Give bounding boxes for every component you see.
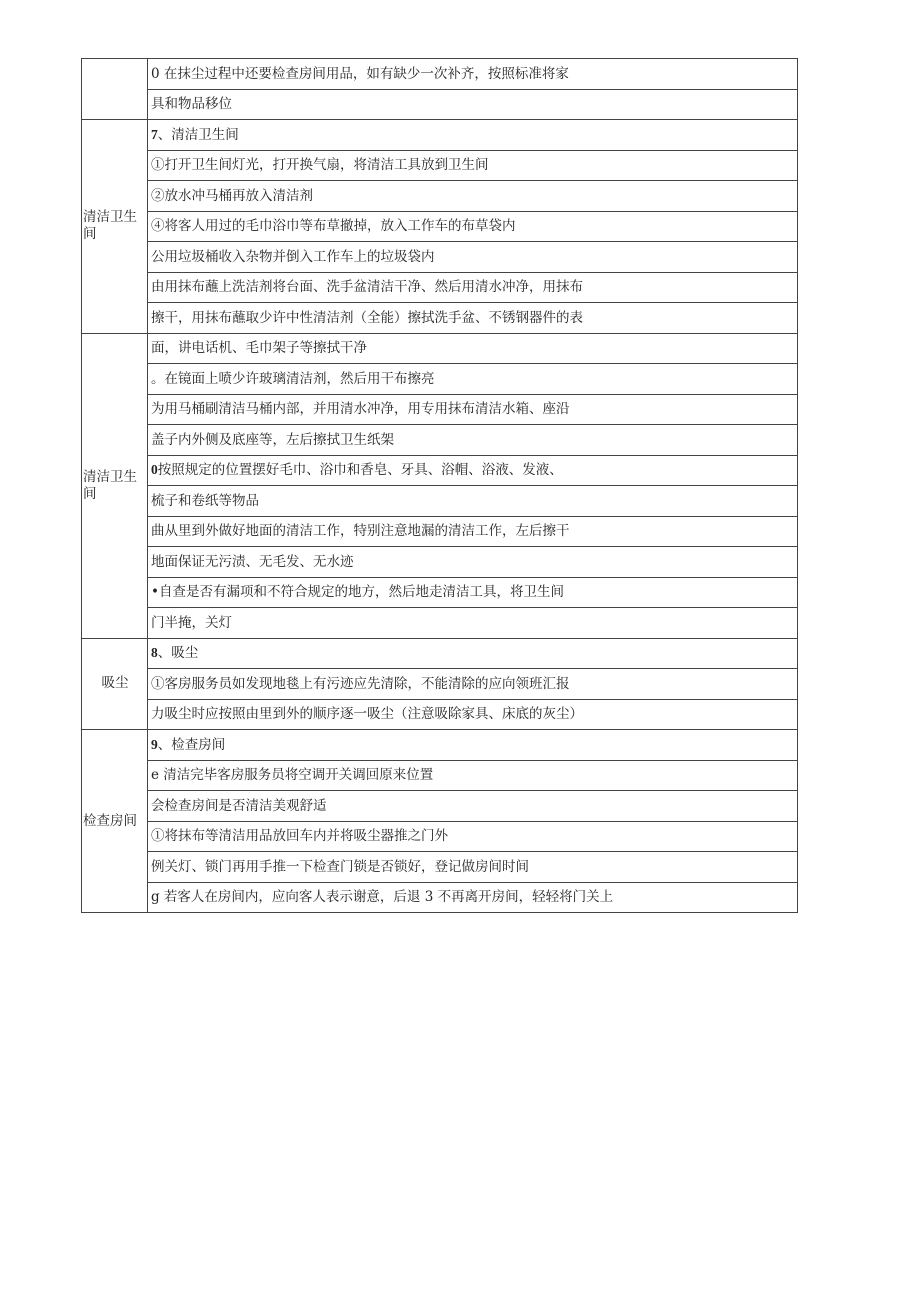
step-text-cell	[148, 333, 798, 364]
step-number: 0	[151, 462, 158, 478]
table-row	[82, 59, 798, 90]
step-number: 9	[151, 736, 158, 752]
step-text: 梳子和卷纸等物品	[151, 492, 259, 509]
step-text: 地面保证无污渍、无毛发、无水迹	[151, 553, 354, 570]
table-row	[82, 730, 798, 761]
procedure-table	[81, 58, 798, 913]
step-text-cell	[148, 181, 798, 212]
step-text-cell	[148, 547, 798, 578]
step-text-cell	[148, 669, 798, 700]
step-text-cell	[148, 730, 798, 761]
step-text: e 清洁完毕客房服务员将空调开关调回原来位置	[151, 767, 434, 784]
step-text-cell	[148, 394, 798, 425]
section-label: 清洁卫生间	[82, 333, 148, 638]
step-text-cell	[148, 120, 798, 151]
step-text: g 若客人在房间内，应向客人表示谢意，后退 3 不再离开房间，轻轻将门关上	[151, 889, 614, 906]
table-row	[82, 852, 798, 883]
step-text: 门半掩，关灯	[151, 614, 232, 631]
table-row	[82, 181, 798, 212]
step-text-cell	[148, 852, 798, 883]
table-row	[82, 821, 798, 852]
table-row	[82, 547, 798, 578]
section-label: 清洁卫生间	[82, 120, 148, 334]
step-text: 由用抹布蘸上洗洁剂将台面、洗手盆清洁干净、然后用清水冲净，用抹布	[151, 279, 583, 296]
table-row	[82, 333, 798, 364]
table-row	[82, 120, 798, 151]
step-text-cell	[148, 516, 798, 547]
table-row	[82, 242, 798, 273]
step-text-cell	[148, 364, 798, 395]
step-number: 7	[151, 126, 158, 142]
section-label: 检查房间	[82, 730, 148, 913]
step-text: 面，讲电话机、毛巾架子等擦拭干净	[151, 340, 367, 357]
step-text: 、清洁卫生间	[157, 126, 239, 143]
step-text-cell	[148, 455, 798, 486]
table-row	[82, 638, 798, 669]
table-row	[82, 669, 798, 700]
step-text: 曲从里到外做好地面的清洁工作，特别注意地漏的清洁工作，左后擦干	[151, 523, 570, 540]
step-text: 、检查房间	[157, 736, 226, 753]
table-row	[82, 486, 798, 517]
step-text-cell	[148, 303, 798, 334]
step-text-cell	[148, 242, 798, 273]
step-text-cell	[148, 89, 798, 120]
step-text-cell	[148, 882, 798, 913]
step-text: 具和物品移位	[151, 96, 232, 113]
step-text: •自查是否有漏项和不符合规定的地方，然后地走清洁工具，将卫生间	[151, 584, 564, 601]
section-label: 吸尘	[82, 638, 148, 730]
procedure-table-body	[82, 59, 798, 913]
step-text: 会检查房间是否清洁美观舒适	[151, 797, 327, 814]
step-text: ①客房服务员如发现地毯上有污迹应先清除，不能清除的应向领班汇报	[151, 675, 570, 692]
step-text-cell	[148, 760, 798, 791]
table-row	[82, 699, 798, 730]
step-text: 力吸尘时应按照由里到外的顺序逐一吸尘（注意吸除家具、床底的灰尘）	[151, 706, 583, 723]
section-label	[82, 59, 148, 120]
table-row	[82, 791, 798, 822]
table-row	[82, 89, 798, 120]
table-row	[82, 150, 798, 181]
table-row	[82, 882, 798, 913]
step-text-cell	[148, 211, 798, 242]
table-row	[82, 577, 798, 608]
step-text: 例关灯、锁门再用手推一下检查门锁是否锁好，登记做房间时间	[151, 858, 529, 875]
table-row	[82, 364, 798, 395]
step-text: 盖子内外侧及底座等，左后擦拭卫生纸架	[151, 431, 394, 448]
step-text: ①将抹布等清洁用品放回车内并将吸尘器推之门外	[151, 828, 448, 845]
table-row	[82, 516, 798, 547]
step-text-cell	[148, 699, 798, 730]
table-row	[82, 211, 798, 242]
step-text: 擦干，用抹布蘸取少许中性清洁剂（全能）擦拭洗手盆、不锈钢器件的表	[151, 309, 583, 326]
step-text-cell	[148, 608, 798, 639]
step-text-cell	[148, 821, 798, 852]
step-text: 。在镜面上喷少许玻璃清洁剂，然后用干布擦亮	[151, 370, 435, 387]
table-row	[82, 394, 798, 425]
table-row	[82, 455, 798, 486]
step-text: 、吸尘	[157, 645, 199, 662]
step-text: 按照规定的位置摆好毛巾、浴巾和香皂、牙具、浴帽、浴液、发液、	[157, 462, 563, 479]
step-text: ①打开卫生间灯光，打开换气扇，将清洁工具放到卫生间	[151, 157, 489, 174]
step-text-cell	[148, 425, 798, 456]
step-text: 0 在抹尘过程中还要检查房间用品，如有缺少一次补齐，按照标准将家	[151, 65, 569, 82]
table-row	[82, 608, 798, 639]
table-row	[82, 760, 798, 791]
table-row	[82, 425, 798, 456]
table-row	[82, 272, 798, 303]
step-text-cell	[148, 577, 798, 608]
step-number: 8	[151, 645, 158, 661]
step-text-cell	[148, 486, 798, 517]
step-text: 公用垃圾桶收入杂物并倒入工作车上的垃圾袋内	[151, 248, 435, 265]
step-text: ④将客人用过的毛巾浴巾等布草撤掉，放入工作车的布草袋内	[151, 218, 516, 235]
step-text-cell	[148, 638, 798, 669]
step-text: 为用马桶刷清洁马桶内部，并用清水冲净，用专用抹布清洁水箱、座沿	[151, 401, 570, 418]
step-text-cell	[148, 150, 798, 181]
step-text-cell	[148, 59, 798, 90]
step-text-cell	[148, 272, 798, 303]
table-row	[82, 303, 798, 334]
step-text-cell	[148, 791, 798, 822]
step-text: ②放水冲马桶再放入清洁剂	[151, 187, 313, 204]
